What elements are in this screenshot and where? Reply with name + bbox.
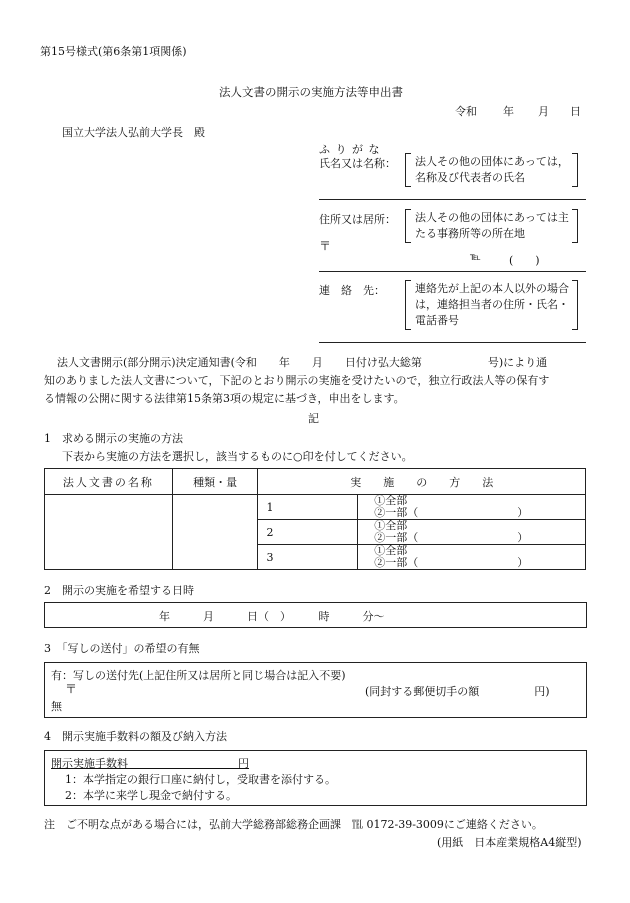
ki-heading: 記 <box>308 412 319 425</box>
copy-no-line: 無 <box>51 700 62 713</box>
stamp-note: (同封する郵便切手の額 円) <box>365 685 550 698</box>
name-rule <box>319 199 586 200</box>
contact-rule <box>319 342 586 343</box>
fee-line[interactable]: 開示実施手数料 円 <box>51 757 249 770</box>
furigana-label: ふ り が な <box>319 143 381 156</box>
method-table <box>44 468 586 570</box>
footer-note: 注 ご不明な点がある場合には，弘前大学総務部総務企画課 ℡ 0172-39-3009にご連絡ください。 <box>44 818 543 831</box>
contact-note: 連絡先が上記の本人以外の場合は，連絡担当者の住所・氏名・電話番号 <box>415 282 569 327</box>
date-day: 日 <box>570 105 581 118</box>
addressee: 国立大学法人弘前大学長 殿 <box>62 126 205 139</box>
section2-heading: 2 開示の実施を希望する日時 <box>44 584 194 597</box>
body-line-1: 法人文書開示(部分開示)決定通知書(令和 年 月 日付け弘大総第 号)により通 <box>57 356 548 369</box>
option-all[interactable]: ①全部 <box>374 519 408 532</box>
section1-instruction: 下表から実施の方法を選択し，該当するものに○印を付してください。 <box>62 450 413 463</box>
address-label: 住所又は居所： <box>319 213 396 226</box>
table-row <box>45 495 586 520</box>
contact-label: 連 絡 先： <box>319 284 385 297</box>
date-year: 年 <box>503 105 514 118</box>
header-type-qty: 種類・量 <box>172 469 258 495</box>
document-title: 法人文書の開示の実施方法等申出書 <box>219 85 403 99</box>
body-line-2: 知のありました法人文書について，下記のとおり開示の実施を受けたいので，独立行政法人等の保有す <box>44 374 550 387</box>
header-method: 実 施 の 方 法 <box>258 469 586 495</box>
method-options[interactable] <box>358 495 586 520</box>
type-qty-cell[interactable] <box>172 495 258 570</box>
row-number: 1 <box>258 495 358 520</box>
payment-method-1: 1：本学指定の銀行口座に納付し，受取書を添付する。 <box>65 773 336 786</box>
address-note-bracket <box>405 209 578 243</box>
method-options[interactable] <box>358 520 586 545</box>
section4-heading: 4 開示実施手数料の額及び納入方法 <box>44 730 227 743</box>
fee-box <box>44 750 587 806</box>
tel-icon: ℡ <box>470 252 481 263</box>
copy-sending-box[interactable] <box>44 662 587 718</box>
name-label: 氏名又は名称： <box>319 157 396 170</box>
datetime-line: 年 月 日（ ） 時 分～ <box>159 610 385 623</box>
date-era: 令和 <box>455 105 477 118</box>
row-number: 3 <box>258 545 358 570</box>
contact-note-bracket <box>405 280 578 330</box>
name-note: 法人その他の団体にあっては，名称及び代表者の氏名 <box>415 155 569 184</box>
name-note-bracket <box>405 153 578 187</box>
document-name-cell[interactable] <box>45 495 173 570</box>
table-header-row <box>45 469 586 495</box>
section1-heading: 1 求める開示の実施の方法 <box>44 432 183 445</box>
option-all[interactable]: ①全部 <box>374 544 408 557</box>
copy-postal-mark: 〒 <box>65 682 78 696</box>
option-partial[interactable]: ②一部（ ） <box>374 556 529 569</box>
postal-mark: 〒 <box>319 239 332 253</box>
option-partial[interactable]: ②一部（ ） <box>374 531 529 544</box>
method-options[interactable] <box>358 545 586 570</box>
header-document-name: 法人文書の名称 <box>45 469 173 495</box>
tel-parens: ( ) <box>509 254 540 267</box>
payment-method-2: 2：本学に来学し現金で納付する。 <box>65 789 237 802</box>
paper-spec: (用紙 日本産業規格A4縦型) <box>437 836 582 849</box>
section3-heading: 3 「写しの送付」の希望の有無 <box>44 642 200 655</box>
row-number: 2 <box>258 520 358 545</box>
form-number: 第15号様式(第6条第1項関係) <box>40 45 187 58</box>
body-line-3: る情報の公開に関する法律第15条第3項の規定に基づき，申出をします。 <box>44 392 405 405</box>
address-rule <box>319 271 586 272</box>
datetime-box[interactable] <box>44 602 587 628</box>
copy-yes-line: 有：写しの送付先(上記住所又は居所と同じ場合は記入不要) <box>51 669 346 682</box>
option-all[interactable]: ①全部 <box>374 494 408 507</box>
date-month: 月 <box>538 105 549 118</box>
address-note: 法人その他の団体にあっては主たる事務所等の所在地 <box>415 211 569 240</box>
option-partial[interactable]: ②一部（ ） <box>374 506 529 519</box>
